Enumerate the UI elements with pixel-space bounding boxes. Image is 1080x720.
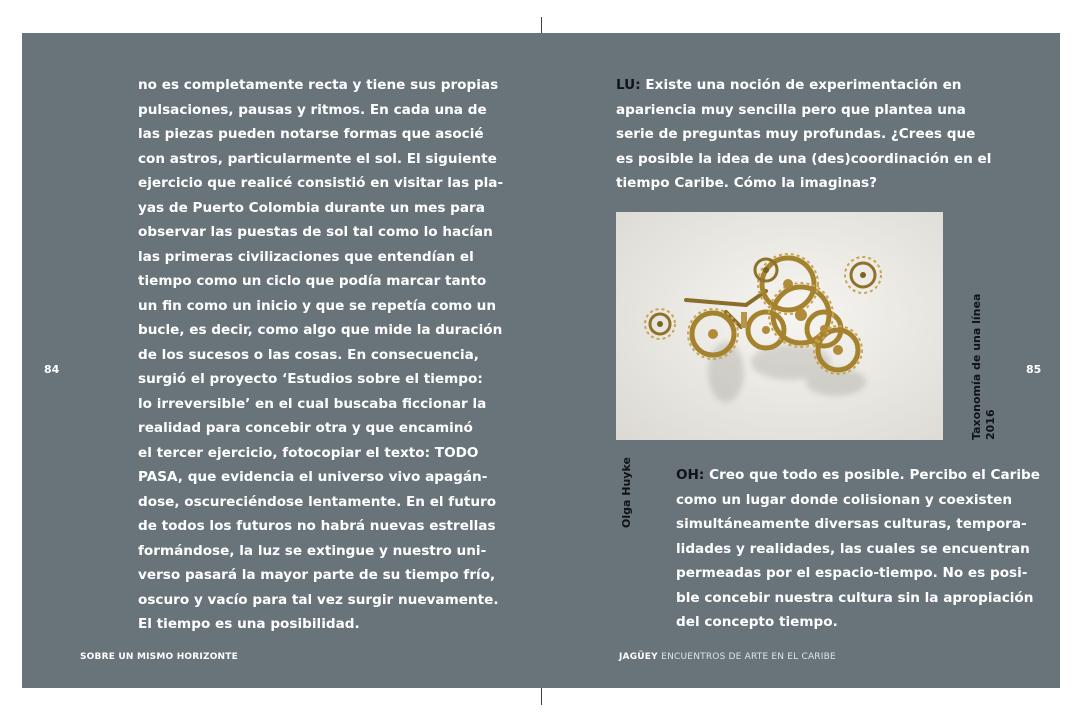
text-line: del concepto tiempo. bbox=[676, 614, 838, 630]
text-line: las piezas pueden notarse formas que asocié bbox=[138, 126, 484, 142]
text-line: un fin como un inicio y que se repetía como un bbox=[138, 297, 497, 314]
photo-caption-year: 2016 bbox=[984, 409, 997, 440]
text-line: serie de preguntas muy profundas. ¿Crees que bbox=[616, 126, 976, 142]
text-line: formándose, la luz se extingue y nuestro uni- bbox=[138, 542, 487, 559]
question-first-line: Existe una noción de experimentación en bbox=[645, 77, 962, 93]
text-line: apariencia muy sencilla pero que plantea una bbox=[616, 101, 966, 118]
photo-caption bbox=[970, 294, 998, 440]
answer-first-line: Creo que todo es posible. Percibo el Caribe bbox=[709, 467, 1040, 483]
text-line: observar las puestas de sol tal como lo hacían bbox=[138, 224, 493, 240]
text-line: con astros, particularmente el sol. El siguiente bbox=[138, 150, 497, 167]
text-line: tiempo como un ciclo que podía marcar tanto bbox=[138, 273, 487, 289]
text-line: de los sucesos o las cosas. En consecuencia, bbox=[138, 346, 479, 363]
photo-caption-title: Taxonomía de una línea bbox=[970, 293, 983, 440]
text-line: no es completamente recta y tiene sus propias bbox=[138, 77, 499, 93]
text-line: es posible la idea de una (des)coordinación en el bbox=[616, 150, 992, 167]
text-line: lo irreversible’ en el cual buscaba ficcionar la bbox=[138, 395, 487, 412]
text-line: bucle, es decir, como algo que mide la duración bbox=[138, 322, 503, 338]
text-line: realidad para concebir otra y que encaminó bbox=[138, 420, 473, 436]
brass-gears-sculpture-icon bbox=[616, 212, 943, 440]
question-label: LU: bbox=[616, 77, 641, 93]
footer-left: SOBRE UN MISMO HORIZONTE bbox=[80, 652, 238, 662]
text-line: permeadas por el espacio-tiempo. No es posi- bbox=[676, 565, 1028, 581]
text-line: lidades y realidades, las cuales se encuentran bbox=[676, 540, 1030, 557]
artist-name: Olga Huyke bbox=[620, 457, 633, 528]
text-line: yas de Puerto Colombia durante un mes para bbox=[138, 199, 485, 216]
text-line: simultáneamente diversas culturas, tempora- bbox=[676, 516, 1027, 532]
footer-right bbox=[619, 652, 836, 662]
footer-subtitle: ENCUENTROS DE ARTE EN EL CARIBE bbox=[661, 652, 836, 662]
answer-label: OH: bbox=[676, 467, 705, 483]
question-paragraph bbox=[616, 73, 992, 196]
question-line-first bbox=[616, 73, 962, 98]
text-line: las primeras civilizaciones que entendían el bbox=[138, 248, 474, 265]
text-line: oscuro y vacío para tal vez surgir nuevamente. bbox=[138, 591, 499, 608]
text-line: pulsaciones, pausas y ritmos. En cada una de bbox=[138, 101, 487, 118]
footer-brand: JAGÜEY bbox=[619, 652, 658, 662]
text-line: como un lugar donde colisionan y coexisten bbox=[676, 491, 1013, 508]
page-number-left: 84 bbox=[44, 363, 60, 376]
left-body-text bbox=[138, 73, 504, 637]
text-line: el tercer ejercicio, fotocopiar el texto: TODO bbox=[138, 444, 479, 461]
text-line: dose, oscureciéndose lentamente. En el futuro bbox=[138, 493, 497, 510]
answer-paragraph bbox=[676, 463, 1040, 635]
text-line: verso pasará la mayor parte de su tiempo frío, bbox=[138, 567, 496, 583]
page-number-right: 85 bbox=[1026, 363, 1042, 376]
text-line: tiempo Caribe. Cómo la imaginas? bbox=[616, 175, 878, 191]
text-line: de todos los futuros no habrá nuevas estrellas bbox=[138, 518, 496, 534]
text-line: ble concebir nuestra cultura sin la apropiación bbox=[676, 589, 1034, 606]
text-line: ejercicio que realicé consistió en visitar las pla- bbox=[138, 175, 504, 191]
text-line: surgió el proyecto ‘Estudios sobre el tiempo: bbox=[138, 371, 483, 387]
artwork-photo bbox=[616, 212, 943, 440]
text-line: PASA, que evidencia el universo vivo apagán- bbox=[138, 469, 488, 485]
answer-line-first bbox=[676, 463, 1040, 488]
text-line: El tiempo es una posibilidad. bbox=[138, 616, 360, 632]
